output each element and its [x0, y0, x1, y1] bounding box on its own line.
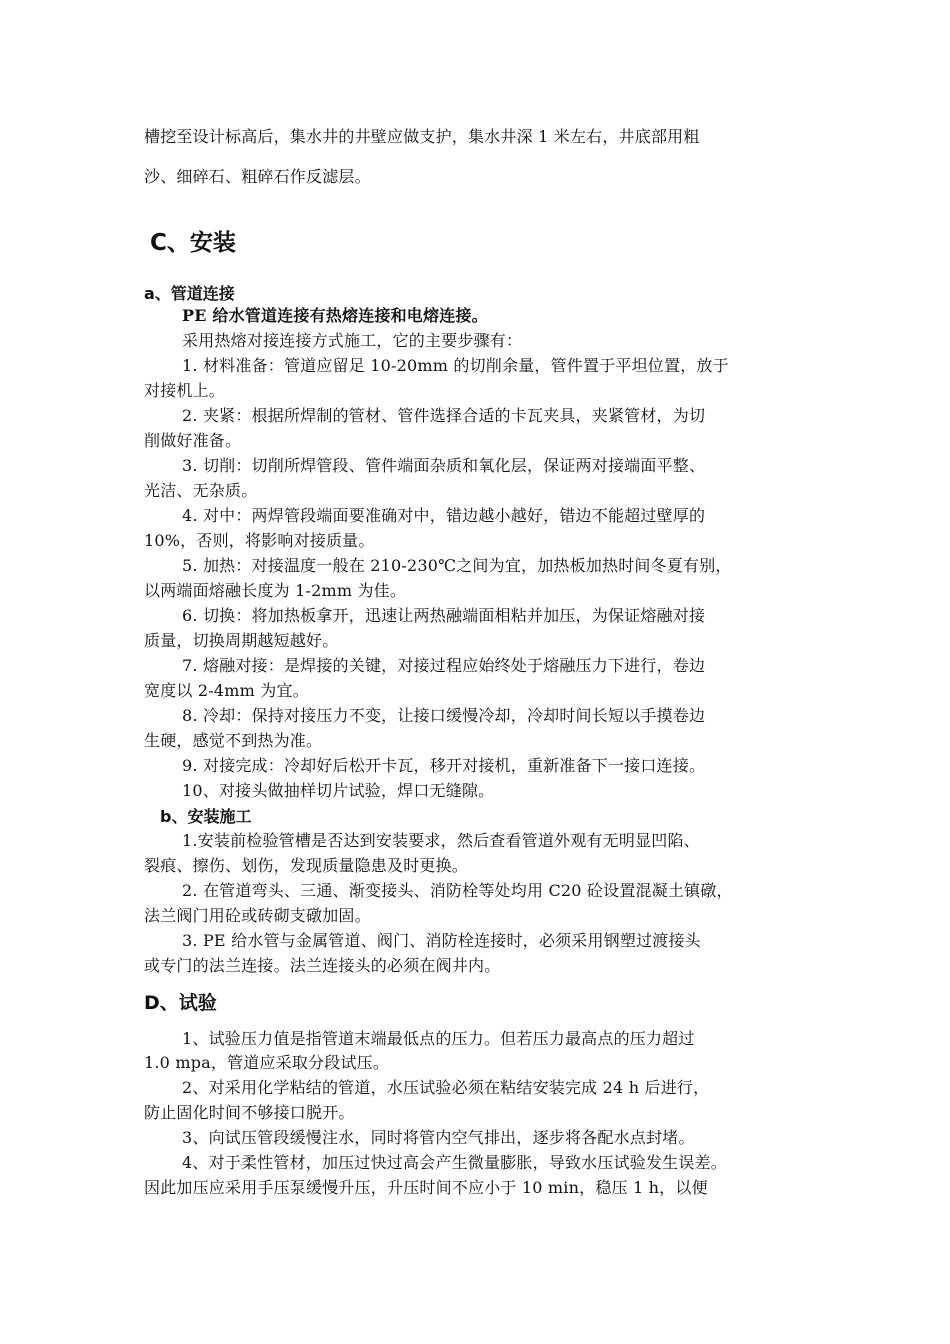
step-line: 1. 材料准备：管道应留足 10-20mm 的切削余量，管件置于平坦位置，放于: [182, 356, 729, 375]
step-line: 质量，切换周期越短越好。: [144, 631, 339, 650]
paragraph-line: 槽挖至设计标高后，集水井的井壁应做支护，集水井深 1 米左右，井底部用粗: [144, 127, 700, 146]
step-line: 生硬，感觉不到热为准。: [144, 731, 323, 750]
paragraph-line: 沙、细碎石、粗碎石作反滤层。: [144, 167, 371, 186]
item-line: 4、对于柔性管材，加压过快过高会产生微量膨胀，导致水压试验发生误差。: [182, 1153, 727, 1172]
step-line: 宽度以 2-4mm 为宜。: [144, 681, 309, 700]
item-line: 3. PE 给水管与金属管道、阀门、消防栓连接时，必须采用钢塑过渡接头: [182, 931, 701, 950]
step-line: 10%，否则，将影响对接质量。: [144, 531, 375, 550]
step-line: 对接机上。: [144, 381, 226, 400]
item-line: 防止固化时间不够接口脱开。: [144, 1103, 355, 1122]
step-line: 6. 切换：将加热板拿开，迅速让两热融端面相粘并加压，为保证熔融对接: [182, 606, 706, 625]
subsection-heading: b、安装施工: [160, 807, 252, 826]
item-line: 因此加压应采用手压泵缓慢升压，升压时间不应小于 10 min，稳压 1 h，以便: [144, 1178, 708, 1197]
item-line: 2、对采用化学粘结的管道，水压试验必须在粘结安装完成 24 h 后进行，: [182, 1078, 710, 1097]
item-line: 1.安装前检验管槽是否达到安装要求，然后查看管道外观有无明显凹陷、: [182, 831, 700, 850]
section-heading: D、试验: [144, 992, 217, 1014]
step-line: 以两端面熔融长度为 1-2mm 为佳。: [144, 581, 407, 600]
step-line: 5. 加热：对接温度一般在 210-230℃之间为宜，加热板加热时间冬夏有别，: [182, 556, 732, 575]
step-line: 8. 冷却：保持对接压力不变，让接口缓慢冷却，冷却时间长短以手摸卷边: [182, 706, 706, 725]
step-line: 2. 夹紧：根据所焊制的管材、管件选择合适的卡瓦夹具，夹紧管材，为切: [182, 406, 706, 425]
step-line: 光洁、无杂质。: [144, 481, 258, 500]
step-line: 10、对接头做抽样切片试验，焊口无缝隙。: [182, 781, 495, 800]
step-line: 7. 熔融对接：是焊接的关键，对接过程应始终处于熔融压力下进行，卷边: [182, 656, 706, 675]
paragraph-line: 采用热熔对接连接方式施工，它的主要步骤有：: [182, 331, 523, 350]
item-line: 1、试验压力值是指管道末端最低点的压力。但若压力最高点的压力超过: [182, 1029, 695, 1048]
step-line: 4. 对中：两焊管段端面要准确对中，错边越小越好，错边不能超过壁厚的: [182, 506, 706, 525]
item-line: 裂痕、擦伤、划伤，发现质量隐患及时更换。: [144, 856, 469, 875]
item-line: 2. 在管道弯头、三通、渐变接头、消防栓等处均用 C20 砼设置混凝土镇礅，: [182, 881, 733, 900]
item-line: 1.0 mpa，管道应采取分段试压。: [144, 1053, 390, 1072]
section-heading: C、安装: [150, 230, 236, 256]
item-line: 法兰阀门用砼或砖砌支礅加固。: [144, 906, 371, 925]
item-line: 3、向试压管段缓慢注水，同时将管内空气排出，逐步将各配水点封堵。: [182, 1128, 695, 1147]
bold-paragraph: PE 给水管道连接有热熔连接和电熔连接。: [182, 306, 488, 325]
step-line: 削做好准备。: [144, 431, 242, 450]
step-line: 3. 切削：切削所焊管段、管件端面杂质和氧化层，保证两对接端面平整、: [182, 456, 706, 475]
step-line: 9. 对接完成：冷却好后松开卡瓦，移开对接机，重新准备下一接口连接。: [182, 756, 706, 775]
subsection-heading: a、管道连接: [144, 284, 235, 303]
item-line: 或专门的法兰连接。法兰连接头的必须在阀井内。: [144, 956, 501, 975]
